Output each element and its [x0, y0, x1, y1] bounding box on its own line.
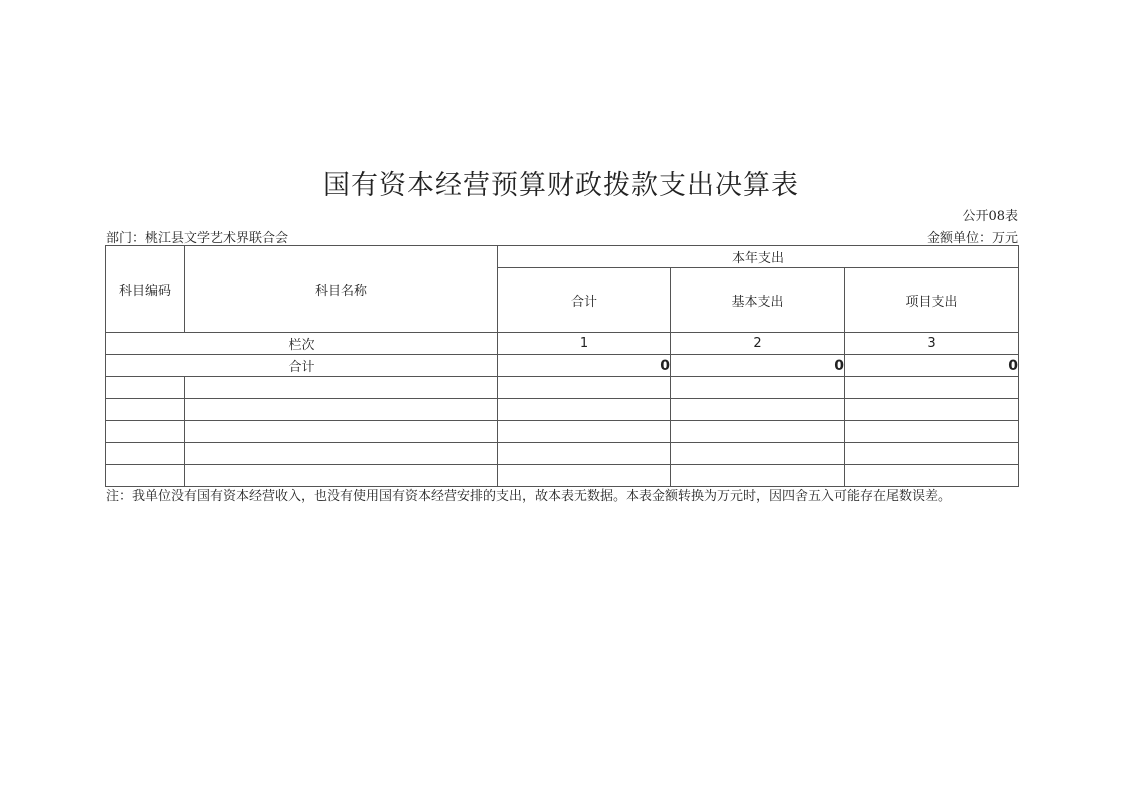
table-cell — [845, 465, 1019, 487]
form-number: 公开08表 — [962, 209, 1018, 224]
department-label: 部门：桃江县文学艺术界联合会 — [106, 231, 289, 246]
table-cell — [185, 465, 498, 487]
table-row — [106, 399, 1019, 421]
unit-label: 金额单位：万元 — [926, 231, 1018, 246]
table-cell — [671, 465, 845, 487]
table-row — [106, 443, 1019, 465]
header-current-year-expense: 本年支出 — [498, 246, 1019, 268]
total-row — [106, 355, 1019, 377]
header-basic-expense: 基本支出 — [671, 268, 845, 333]
table-row — [106, 465, 1019, 487]
table-row — [106, 421, 1019, 443]
table-row — [106, 377, 1019, 399]
table-cell — [106, 377, 185, 399]
column-index-label: 栏次 — [106, 333, 498, 355]
table-cell — [671, 443, 845, 465]
table-cell — [671, 377, 845, 399]
table-cell — [498, 399, 671, 421]
table-cell — [498, 465, 671, 487]
table-cell — [845, 399, 1019, 421]
table-cell — [185, 377, 498, 399]
table-cell — [185, 399, 498, 421]
empty-rows — [106, 377, 1019, 487]
table-cell — [498, 443, 671, 465]
table-cell — [498, 421, 671, 443]
table-cell — [185, 443, 498, 465]
total-row-total: 0 — [498, 355, 671, 377]
header-row-top — [106, 246, 1019, 268]
table-cell — [845, 443, 1019, 465]
header-code: 科目编码 — [106, 246, 185, 333]
table-cell — [671, 421, 845, 443]
header-name: 科目名称 — [185, 246, 498, 333]
column-index-row — [106, 333, 1019, 355]
table-cell — [185, 421, 498, 443]
table-cell — [106, 399, 185, 421]
table-cell — [845, 377, 1019, 399]
total-row-basic: 0 — [671, 355, 845, 377]
column-index-2: 2 — [671, 333, 845, 355]
table-cell — [106, 465, 185, 487]
column-index-1: 1 — [498, 333, 671, 355]
total-row-project: 0 — [845, 355, 1019, 377]
column-index-3: 3 — [845, 333, 1019, 355]
page-title: 国有资本经营预算财政拨款支出决算表 — [323, 170, 799, 201]
table-cell — [845, 421, 1019, 443]
table-cell — [671, 399, 845, 421]
total-row-label: 合计 — [106, 355, 498, 377]
table-cell — [498, 377, 671, 399]
table-cell — [106, 443, 185, 465]
footnote: 注：我单位没有国有资本经营收入，也没有使用国有资本经营安排的支出，故本表无数据。本表金额转换为万元时，因四舍五入可能存在尾数误差。 — [106, 489, 952, 504]
header-project-expense: 项目支出 — [845, 268, 1019, 333]
header-total: 合计 — [498, 268, 671, 333]
table-cell — [106, 421, 185, 443]
expense-table — [105, 245, 1019, 487]
